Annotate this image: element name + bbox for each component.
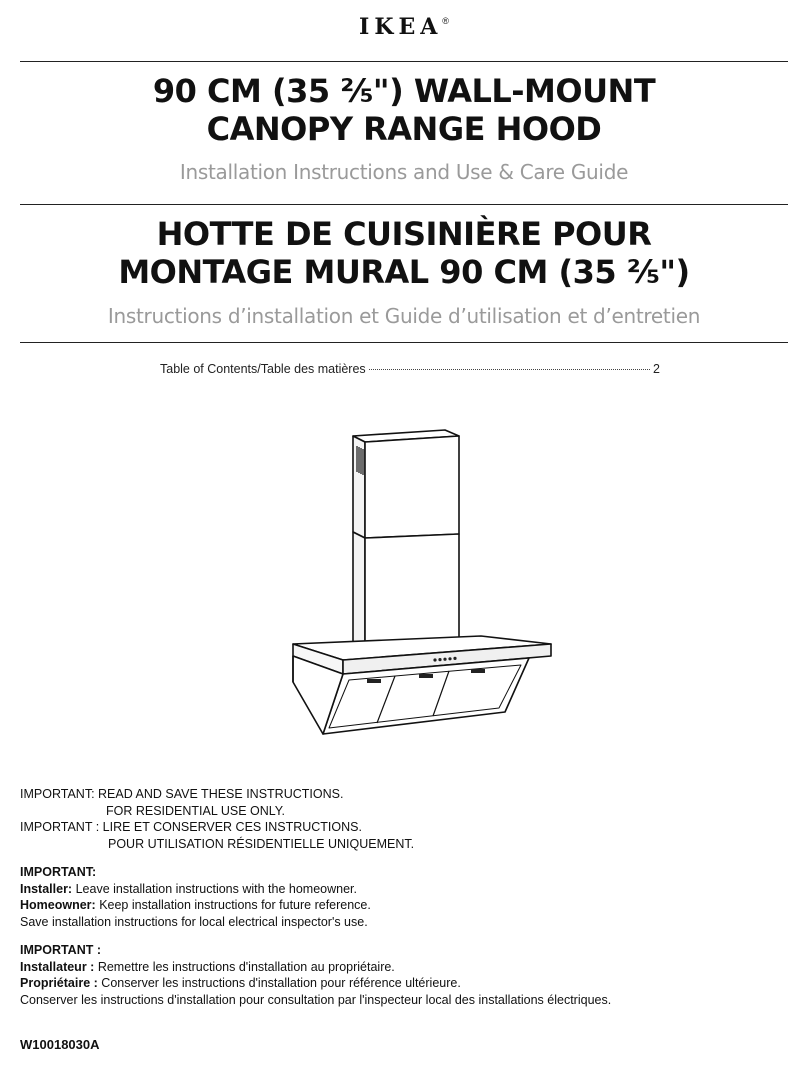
proprietaire-instruction: [20, 975, 780, 992]
installer-text: Leave installation instructions with the homeowner.: [75, 881, 358, 896]
range-hood-drawing: [285, 420, 555, 770]
french-subtitle: Instructions d’installation et Guide d’utilisation et d’entretien: [107, 304, 701, 328]
proprietaire-label: Propriétaire :: [20, 976, 98, 990]
english-title-line-1: 90 CM (35 ⅖") WALL-MOUNT: [152, 72, 656, 110]
installateur-instruction: [20, 959, 780, 976]
english-title-line-2: CANOPY RANGE HOOD: [206, 110, 602, 148]
homeowner-label: Homeowner:: [20, 898, 96, 912]
important-fr-heading: IMPORTANT :: [20, 943, 102, 957]
important-french-section: [20, 942, 780, 1008]
divider-top: [20, 61, 788, 62]
english-subtitle: Installation Instructions and Use & Care Guide: [179, 160, 629, 184]
installer-label: Installer:: [20, 881, 73, 896]
french-title-line-1: HOTTE DE CUISINIÈRE POUR: [156, 215, 652, 253]
french-title-line-2: MONTAGE MURAL 90 CM (35 ⅖"): [118, 253, 690, 291]
important-fr-line-2: POUR UTILISATION RÉSIDENTIELLE UNIQUEMENT.: [108, 836, 415, 851]
inspector-instruction-en: Save installation instructions for local electrical inspector's use.: [20, 914, 368, 929]
important-en-line-2: FOR RESIDENTIAL USE ONLY.: [106, 803, 285, 818]
homeowner-text: Keep installation instructions for future reference.: [99, 898, 371, 912]
english-title: [0, 72, 808, 148]
divider-middle: [20, 204, 788, 205]
homeowner-instruction: [20, 897, 780, 914]
installer-instruction: [20, 881, 780, 898]
toc-label: Table of Contents/Table des matières: [160, 362, 366, 376]
installateur-text: Remettre les instructions d'installation au propriétaire.: [97, 959, 395, 974]
toc-page-number: 2: [653, 362, 660, 376]
inspector-instruction-fr: Conserver les instructions d'installation pour consultation par l'inspecteur local des installations électriques.: [20, 992, 612, 1007]
important-en-heading: IMPORTANT:: [20, 865, 97, 879]
range-hood-illustration: [285, 420, 555, 770]
french-title: [0, 215, 808, 291]
ikea-logo: [0, 14, 808, 40]
logo-text: IKEA: [359, 14, 443, 40]
important-en-line-1: IMPORTANT: READ AND SAVE THESE INSTRUCTIONS.: [20, 787, 344, 801]
divider-bottom: [20, 342, 788, 343]
proprietaire-text: Conserver les instructions d'installation pour référence ultérieure.: [101, 976, 461, 990]
toc-leader-dots: [369, 369, 650, 370]
document-code: W10018030A: [20, 1037, 100, 1052]
important-notice: [20, 786, 780, 852]
registered-mark: ®: [442, 16, 449, 26]
important-english-section: [20, 864, 780, 930]
table-of-contents-entry[interactable]: [160, 362, 660, 376]
important-fr-line-1: IMPORTANT : LIRE ET CONSERVER CES INSTRUCTIONS.: [20, 820, 362, 834]
installateur-label: Installateur :: [20, 959, 95, 974]
